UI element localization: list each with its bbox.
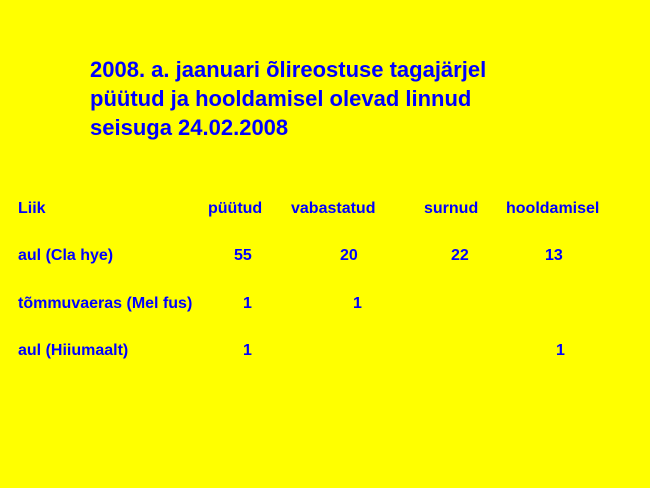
cell-in-care: 13 <box>545 247 563 264</box>
header-caught: püütud <box>208 200 263 217</box>
title-line: seisuga 24.02.2008 <box>90 115 289 140</box>
cell-dead: 22 <box>451 247 469 264</box>
title-line: püütud ja hooldamisel olevad linnud <box>90 86 472 111</box>
row-species: aul (Hiiumaalt) <box>18 342 129 359</box>
cell-caught: 1 <box>243 295 252 312</box>
header-species: Liik <box>18 200 46 217</box>
header-released: vabastatud <box>291 200 376 217</box>
title-line: 2008. a. jaanuari õlireostuse tagajärjel <box>90 57 487 82</box>
row-species: aul (Cla hye) <box>18 247 114 264</box>
cell-caught: 55 <box>234 247 252 264</box>
header-dead: surnud <box>424 200 479 217</box>
header-in-care: hooldamisel <box>506 200 600 217</box>
cell-in-care: 1 <box>556 342 565 359</box>
cell-released: 1 <box>353 295 362 312</box>
cell-released: 20 <box>340 247 358 264</box>
row-species: tõmmuvaeras (Mel fus) <box>18 295 193 312</box>
cell-caught: 1 <box>243 342 252 359</box>
slide-title <box>90 55 486 142</box>
